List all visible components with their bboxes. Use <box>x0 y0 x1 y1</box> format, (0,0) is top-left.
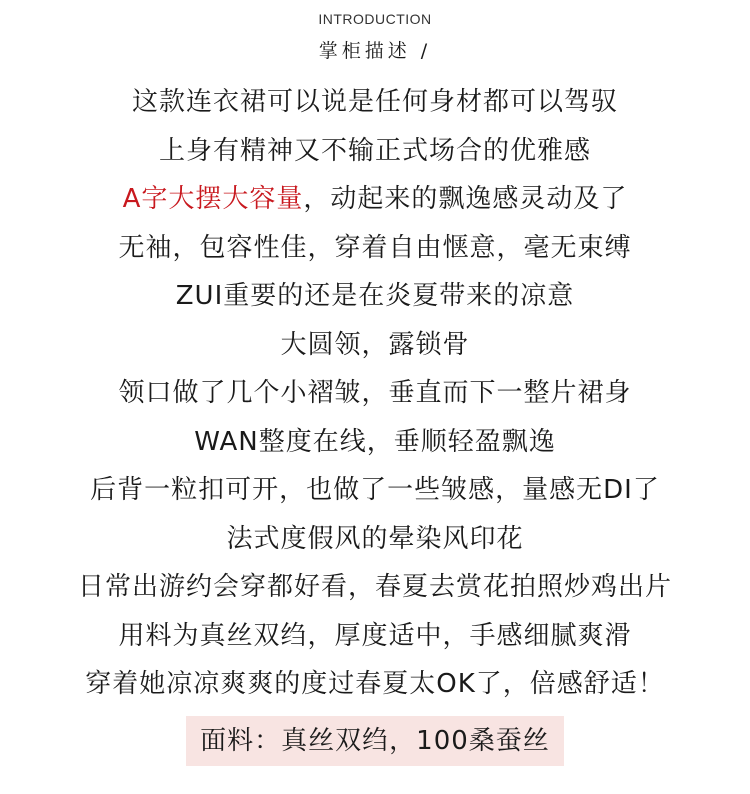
description-line: 穿着她凉凉爽爽的度过春夏太OK了，倍感舒适！ <box>85 669 665 699</box>
description-line: 后背一粒扣可开，也做了一些皱感，量感无DI了 <box>90 475 660 505</box>
description-line: ZUI重要的还是在炎夏带来的凉意 <box>175 281 575 311</box>
description-line: 无袖，包容性佳，穿着自由惬意，毫无束缚 <box>118 232 632 263</box>
description-line <box>0 175 750 224</box>
description-line: 日常出游约会穿都好看，春夏去赏花拍照炒鸡出片 <box>77 572 672 602</box>
description-line: 上身有精神又不输正式场合的优雅感 <box>158 135 591 166</box>
description-line: WAN整度在线，垂顺轻盈飘逸 <box>194 426 556 457</box>
description-line-rest: ，动起来的飘逸感灵动及了 <box>303 184 628 214</box>
description-line: 大圆领，露锁骨 <box>280 329 470 360</box>
description-line: 法式度假风的晕染风印花 <box>226 523 524 554</box>
section-title: 掌柜描述 / <box>318 40 432 62</box>
description-line: 这款连衣裙可以说是任何身材都可以驾驭 <box>131 87 618 117</box>
section-eyebrow: INTRODUCTION <box>318 11 432 27</box>
description-list <box>0 78 750 709</box>
description-line: 领口做了几个小褶皱，垂直而下一整片裙身 <box>118 378 632 408</box>
fabric-banner <box>0 716 750 766</box>
highlight-text: A字大摆大容量 <box>122 184 304 214</box>
fabric-label: 面料：真丝双绉，100桑蚕丝 <box>186 716 564 766</box>
description-line: 用料为真丝双绉，厚度适中，手感细腻爽滑 <box>118 620 632 651</box>
